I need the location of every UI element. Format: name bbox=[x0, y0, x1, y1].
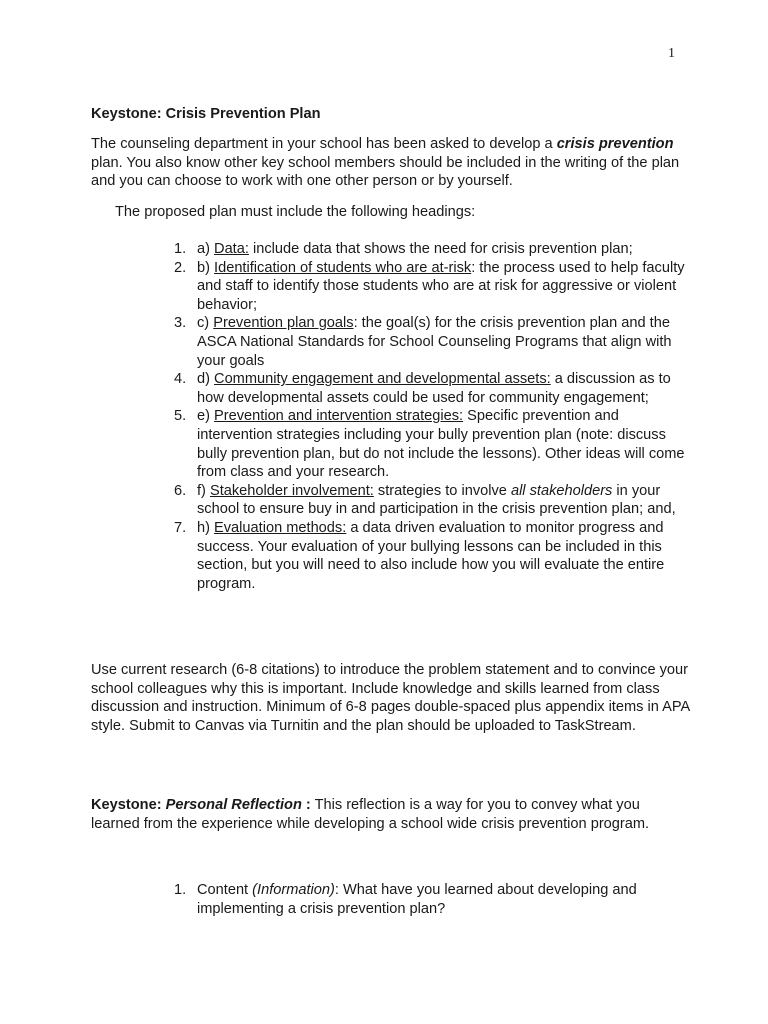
list-number: 3. bbox=[174, 315, 187, 332]
heading-label: Data: bbox=[214, 241, 249, 257]
list-number: 4. bbox=[174, 371, 187, 388]
list-item: 1. Content (Information): What have you learned about developing and implementing a crisis prevention plan? bbox=[174, 882, 637, 917]
page-number: 1 bbox=[668, 46, 675, 61]
list-number: 1. bbox=[174, 241, 187, 257]
headings-lead: The proposed plan must include the following headings: bbox=[115, 204, 476, 220]
list-number: 1. bbox=[174, 882, 187, 898]
heading-label: Prevention plan goals bbox=[213, 315, 354, 332]
heading-label: Community engagement and developmental assets: bbox=[214, 371, 551, 388]
heading-label: Prevention and intervention strategies: bbox=[214, 408, 464, 425]
intro-paragraph bbox=[91, 135, 681, 191]
intro-emphasis: crisis prevention bbox=[556, 136, 674, 152]
list-item: 2. b) Identification of students who are at-risk: the process used to help faculty and staff to identify those students who are at risk for aggressive or violent behavior; bbox=[174, 259, 685, 313]
list-number: 2. bbox=[174, 259, 187, 276]
list-item: 1. a) Data: include data that shows the need for crisis prevention plan; bbox=[174, 241, 633, 257]
page-title: Keystone: Crisis Prevention Plan bbox=[91, 106, 321, 122]
reflection-text: This reflection is a way for you to convey what you learned from the experience while developing a school wide crisis prevention program. bbox=[91, 797, 650, 832]
list-item: 4. d) Community engagement and developmental assets: a discussion as to how developmental assets could be used for community engagement; bbox=[174, 371, 671, 406]
reflection-list bbox=[168, 881, 688, 918]
heading-label: Evaluation methods: bbox=[214, 519, 347, 536]
heading-label: Stakeholder involvement: bbox=[209, 482, 374, 499]
reflection-label-italic: Personal Reflection bbox=[165, 797, 302, 813]
list-item: 6. f) Stakeholder involvement: strategies to involve all stakeholders in your school to ensure buy in and participation in the crisis prevention plan; and, bbox=[174, 482, 676, 518]
intro-text-2: plan. You also know other key school members should be included in the writing of the plan and you can choose to work with one other person or by yourself. bbox=[91, 154, 680, 190]
required-headings-list bbox=[168, 240, 688, 593]
list-number: 5. bbox=[174, 408, 187, 425]
intro-text-1: The counseling department in your school has been asked to develop a bbox=[91, 136, 557, 152]
list-number: 6. bbox=[174, 482, 187, 499]
list-item: 3. c) Prevention plan goals: the goal(s) for the crisis prevention plan and the ASCA National Standards for School Counseling Programs that align with your goals bbox=[174, 315, 672, 369]
reflection-paragraph: Keystone: Personal Reflection : This reflection is a way for you to convey what you learned from the experience while developing a school wide crisis prevention program. bbox=[91, 797, 650, 832]
research-paragraph: Use current research (6-8 citations) to introduce the problem statement and to convince your school colleagues why this is important. Include knowledge and skills learned from class discussion and instruction. Minimum of 6-8 pages double-spaced plus appendix items in APA style. Submit to Canvas via Turnitin and the plan should be uploaded to TaskStream. bbox=[91, 662, 690, 734]
list-item: 7. h) Evaluation methods: a data driven evaluation to monitor progress and success. Your evaluation of your bullying lessons can be included in this section, but you will need to also include how you will evaluate the entire program. bbox=[174, 519, 665, 592]
list-number: 7. bbox=[174, 519, 187, 536]
list-item: 5. e) Prevention and intervention strategies: Specific prevention and intervention strategies including your bully prevention plan (note: discuss bully prevention plan, but do not include the lessons). Other ideas will come from class and your research. bbox=[174, 408, 685, 481]
heading-label: Identification of students who are at-risk bbox=[214, 259, 472, 276]
reflection-label: Keystone: bbox=[91, 797, 166, 813]
